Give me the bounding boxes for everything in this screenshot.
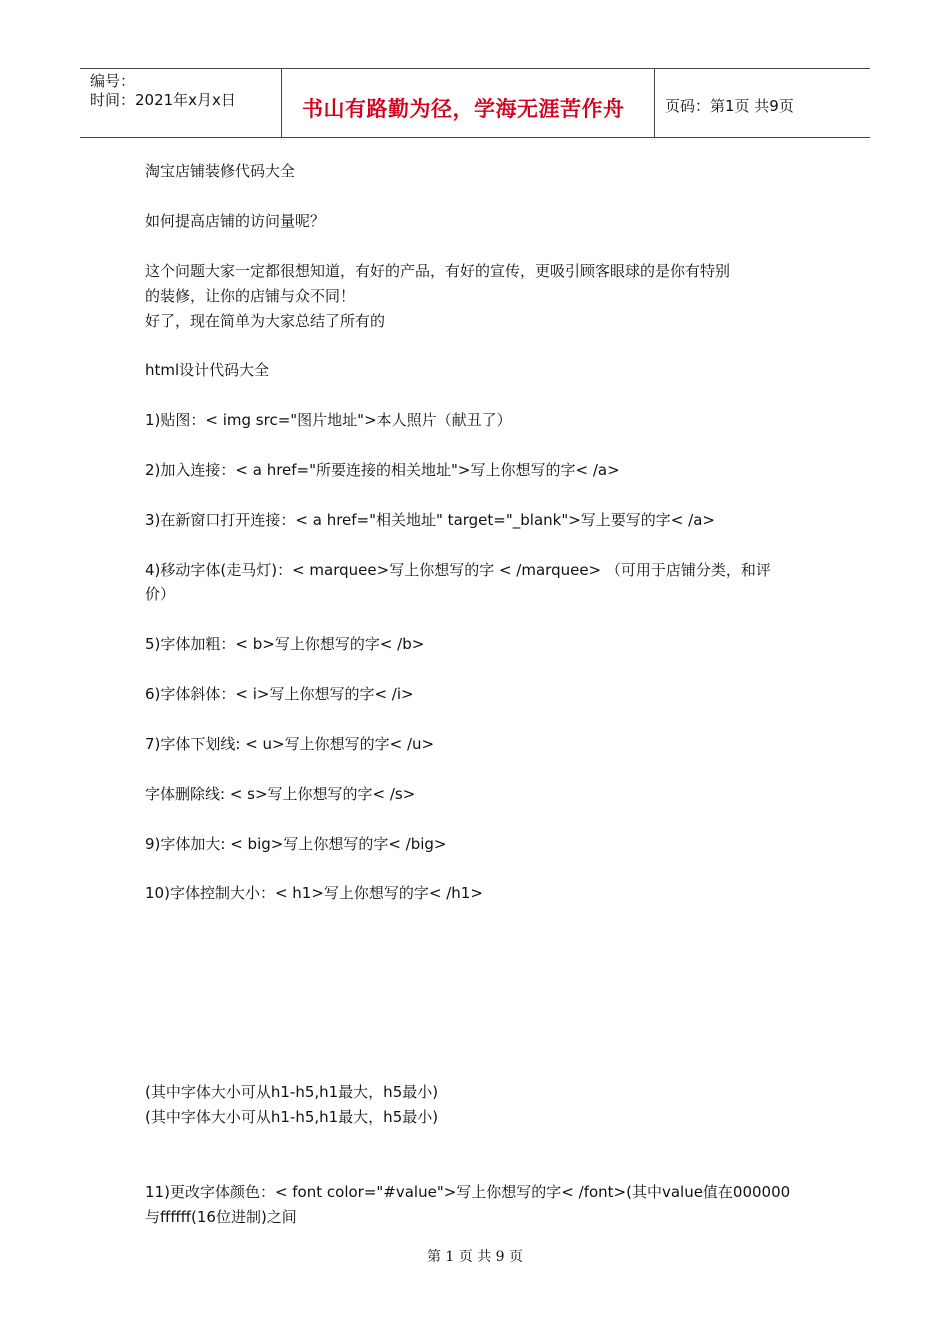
number-label: 编号： <box>90 72 136 90</box>
motto: 书山有路勤为径，学海无涯苦作舟 <box>302 97 625 121</box>
header-motto-cell <box>282 69 655 137</box>
code-item-9: 9)字体加大: < big>写上你想写的字< /big> <box>145 835 447 853</box>
code-item-3: 3)在新窗口打开连接：< a href="相关地址" target="_blank">写上要写的字< /a> <box>145 511 715 529</box>
code-item-8: 字体删除线: < s>写上你想写的字< /s> <box>145 785 416 803</box>
code-item-11-line-1: 11)更改字体颜色：< font color="#value">写上你想写的字< /font>(其中value值在000000 <box>145 1183 791 1201</box>
section-title: html设计代码大全 <box>145 361 270 379</box>
header-table <box>80 68 870 138</box>
document-title: 淘宝店铺装修代码大全 <box>145 162 296 180</box>
date-label: 时间：2021年x月x日 <box>90 91 236 109</box>
intro-line-3: 好了，现在简单为大家总结了所有的 <box>145 312 386 330</box>
code-item-6: 6)字体斜体：< i>写上你想写的字< /i> <box>145 685 414 703</box>
code-item-2: 2)加入连接：< a href="所要连接的相关地址">写上你想写的字< /a> <box>145 461 620 479</box>
intro-line-1: 这个问题大家一定都很想知道，有好的产品，有好的宣传，更吸引顾客眼球的是你有特别 <box>145 262 731 280</box>
code-item-1: 1)贴图：< img src="图片地址">本人照片（献丑了） <box>145 411 512 429</box>
note-line-1: (其中字体大小可从h1-h5,h1最大，h5最小) <box>145 1083 439 1101</box>
question-line: 如何提高店铺的访问量呢？ <box>145 212 326 230</box>
code-item-5: 5)字体加粗：< b>写上你想写的字< /b> <box>145 635 425 653</box>
intro-line-2: 的装修，让你的店铺与众不同！ <box>145 287 356 305</box>
page-info: 页码：第1页 共9页 <box>665 97 794 115</box>
page-footer: 第 1 页 共 9 页 <box>426 1249 524 1265</box>
header-info-cell <box>80 69 282 137</box>
header-page-cell <box>655 69 870 137</box>
code-item-7: 7)字体下划线: < u>写上你想写的字< /u> <box>145 735 435 753</box>
note-line-2: (其中字体大小可从h1-h5,h1最大，h5最小) <box>145 1108 439 1126</box>
code-item-4-line-2: 价） <box>145 585 176 603</box>
code-item-11-line-2: 与ffffff(16位进制)之间 <box>145 1208 297 1226</box>
code-item-4-line-1: 4)移动字体(走马灯)：< marquee>写上你想写的字 < /marquee> （可用于店铺分类，和评 <box>145 561 771 579</box>
code-item-10: 10)字体控制大小：< h1>写上你想写的字< /h1> <box>145 884 483 902</box>
